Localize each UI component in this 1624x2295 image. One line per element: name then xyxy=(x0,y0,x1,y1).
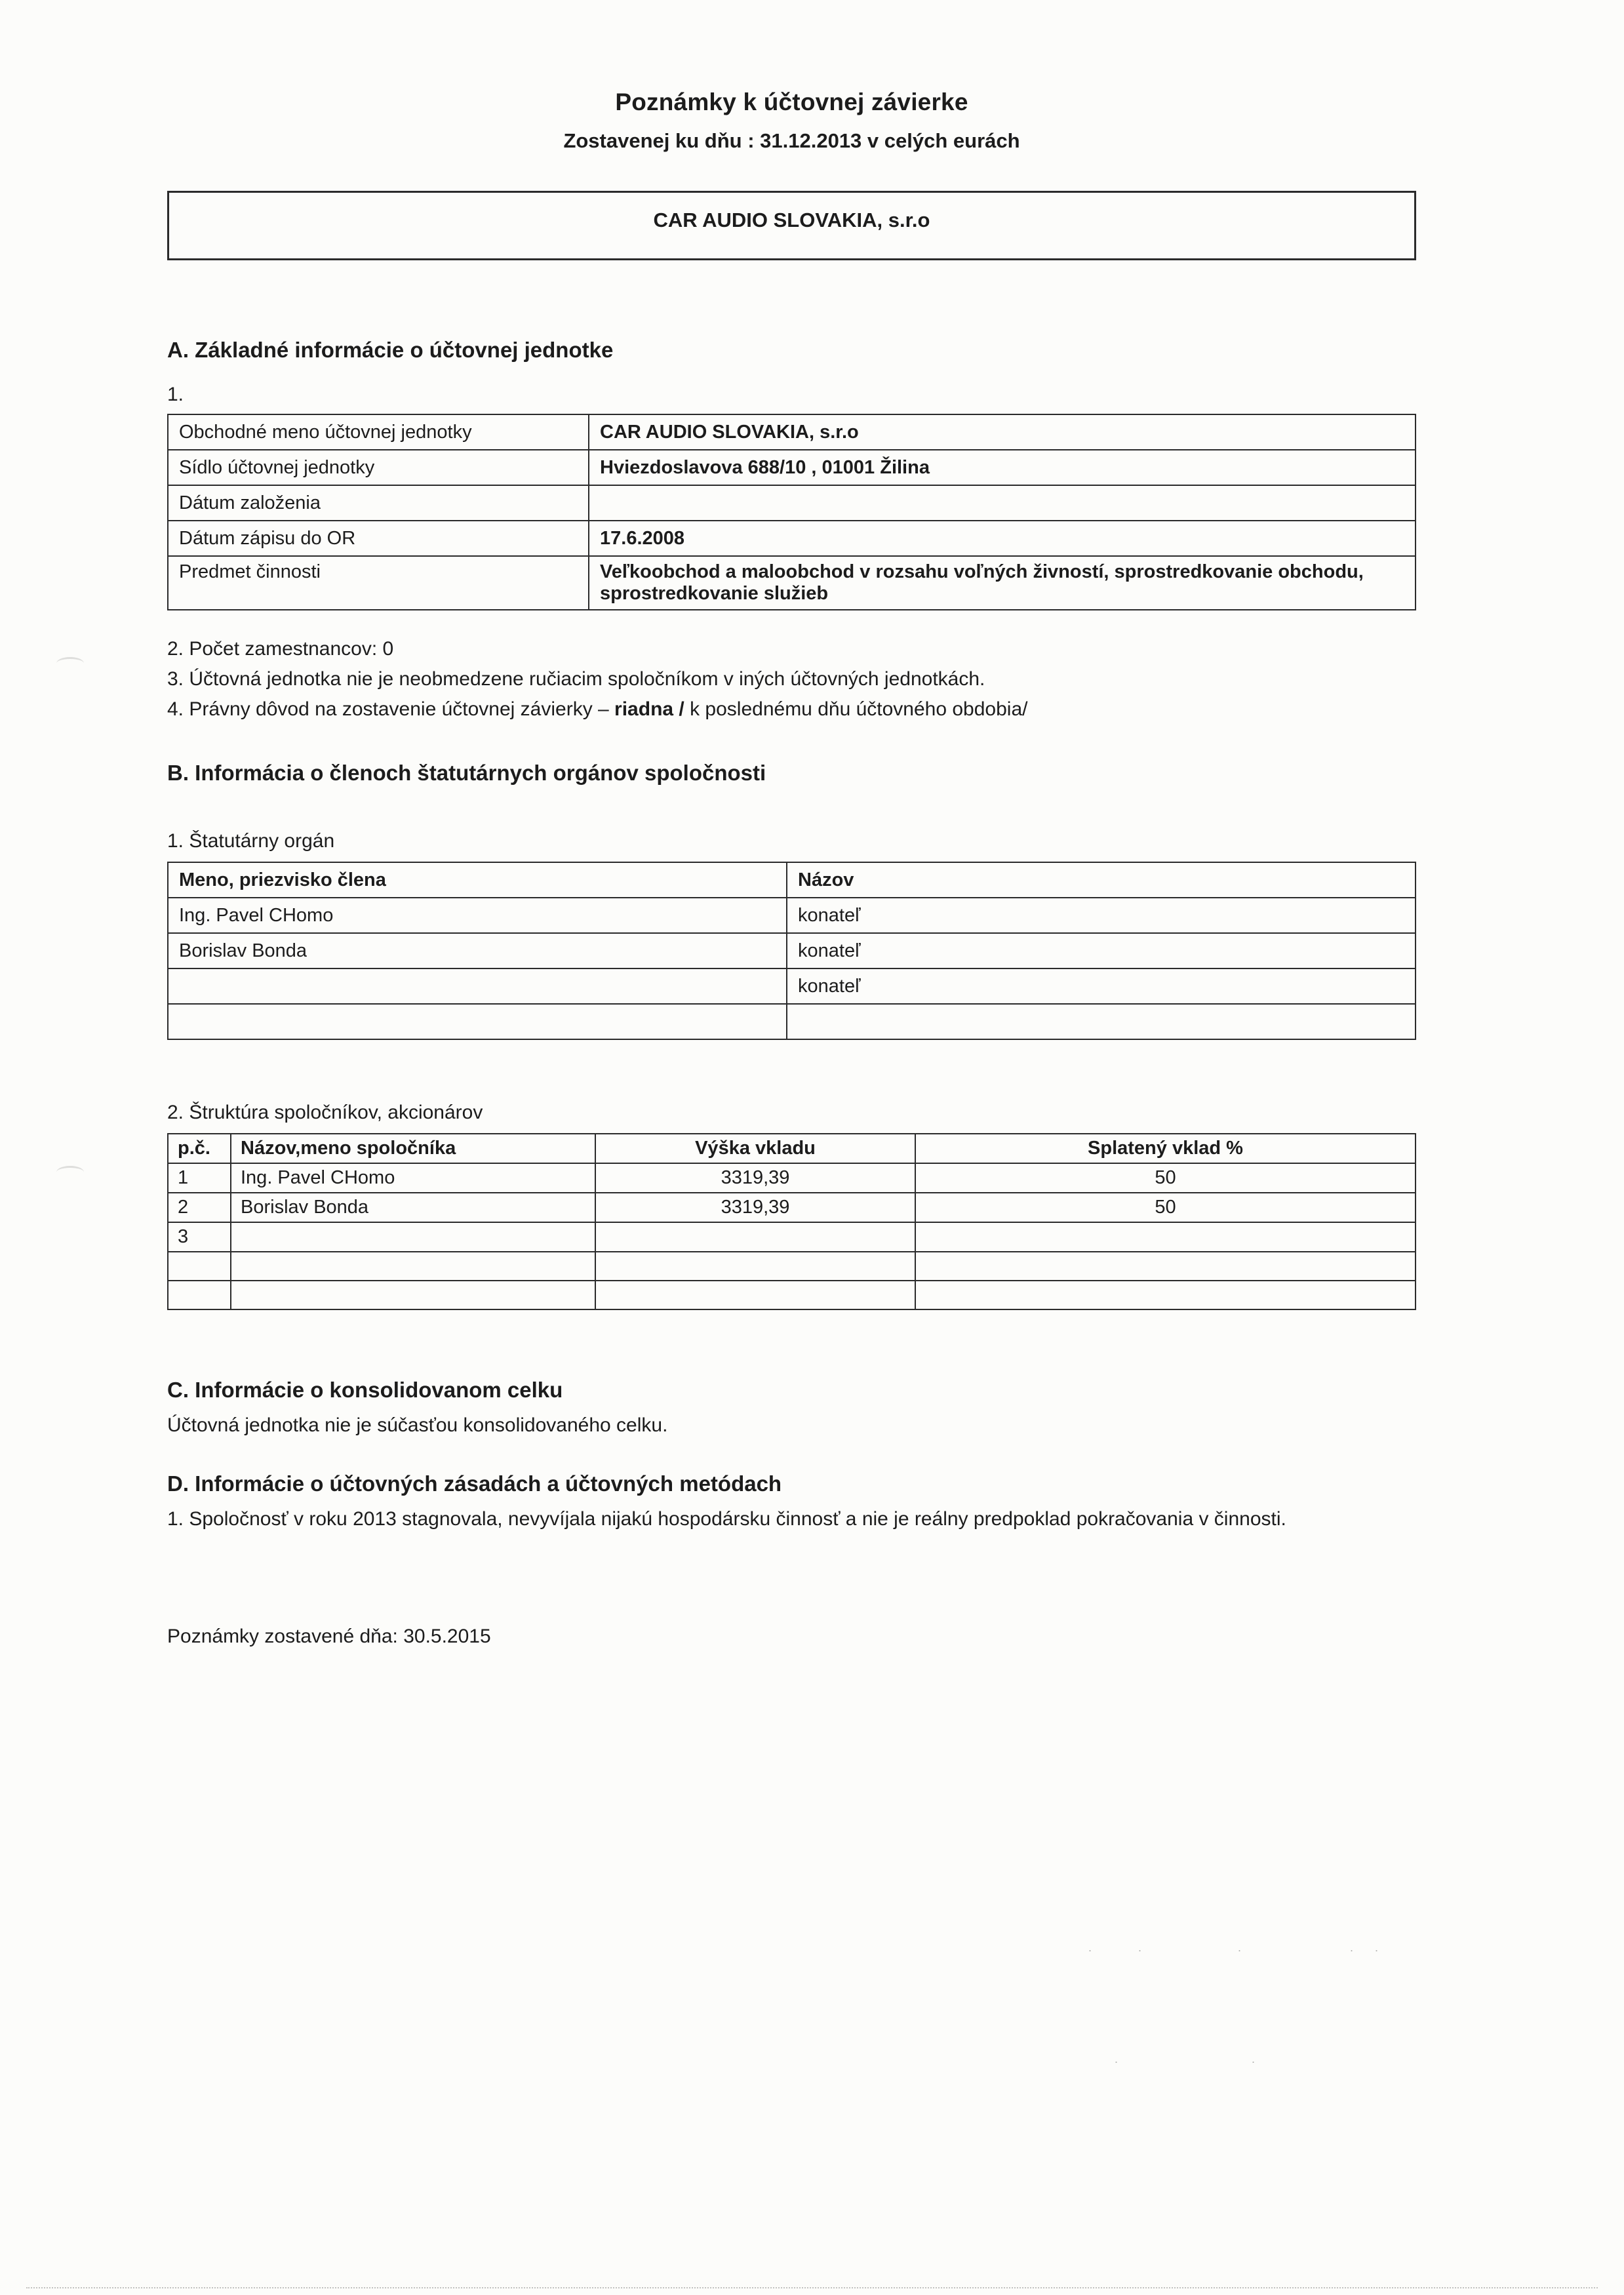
info-value: Veľkoobchod a maloobchod v rozsahu voľných živností, sprostredkovanie obchodu, sprostredkovanie služieb xyxy=(589,556,1416,610)
section-a-notes xyxy=(167,634,1416,725)
info-value: CAR AUDIO SLOVAKIA, s.r.o xyxy=(589,414,1416,450)
scan-artifact: . . . . . xyxy=(1088,1941,1388,1954)
shareholder-number: 3 xyxy=(168,1222,231,1252)
table-row xyxy=(168,898,1416,933)
shareholder-name: Ing. Pavel CHomo xyxy=(231,1163,595,1193)
table-row xyxy=(168,1004,1416,1039)
shareholder-deposit: 3319,39 xyxy=(595,1163,915,1193)
statutory-organ-table xyxy=(167,862,1416,1040)
member-name xyxy=(168,1004,787,1039)
shareholders-table xyxy=(167,1133,1416,1310)
shareholder-name: Borislav Bonda xyxy=(231,1193,595,1222)
table-row xyxy=(168,450,1416,485)
info-value: Hviezdoslavova 688/10 , 01001 Žilina xyxy=(589,450,1416,485)
shareholder-name xyxy=(231,1281,595,1309)
shareholder-number: 1 xyxy=(168,1163,231,1193)
info-value xyxy=(589,485,1416,521)
shareholder-deposit xyxy=(595,1252,915,1281)
table-row xyxy=(168,1281,1416,1309)
document-subtitle: Zostavenej ku dňu : 31.12.2013 v celých eurách xyxy=(563,129,1020,152)
member-name: Borislav Bonda xyxy=(168,933,787,968)
shareholder-name xyxy=(231,1252,595,1281)
shareholder-number xyxy=(168,1281,231,1309)
shareholder-name xyxy=(231,1222,595,1252)
member-role: konateľ xyxy=(787,898,1416,933)
info-label: Dátum založenia xyxy=(168,485,589,521)
company-name: CAR AUDIO SLOVAKIA, s.r.o xyxy=(653,209,930,231)
notes-compiled-date: Poznámky zostavené dňa: 30.5.2015 xyxy=(167,1626,491,1647)
info-label: Predmet činnosti xyxy=(168,556,589,610)
shareholders-structure-label: 2. Štruktúra spoločníkov, akcionárov xyxy=(167,1102,483,1123)
statutory-organ-label: 1. Štatutárny orgán xyxy=(167,830,335,852)
table-header-row xyxy=(168,862,1416,898)
note-legal-reason-suffix: k poslednému dňu účtovného obdobia/ xyxy=(684,698,1028,720)
table-row xyxy=(168,414,1416,450)
column-header: Názov xyxy=(787,862,1416,898)
section-c-text: Účtovná jednotka nie je súčasťou konsolidovaného celku. xyxy=(167,1414,668,1436)
scan-artifact xyxy=(56,1166,84,1178)
note-legal-reason-prefix: 4. Právny dôvod na zostavenie účtovnej závierky – xyxy=(167,698,615,720)
table-row xyxy=(168,1222,1416,1252)
section-d-heading: D. Informácie o účtovných zásadách a účtovných metódach xyxy=(167,1471,782,1496)
table-row xyxy=(168,1252,1416,1281)
member-role xyxy=(787,1004,1416,1039)
column-header: Splatený vklad % xyxy=(915,1134,1416,1163)
note-employees: 2. Počet zamestnancov: 0 xyxy=(167,638,394,660)
shareholder-number xyxy=(168,1252,231,1281)
shareholder-deposit xyxy=(595,1222,915,1252)
shareholder-paid-percent: 50 xyxy=(915,1163,1416,1193)
table-row xyxy=(168,1163,1416,1193)
document-title: Poznámky k účtovnej závierke xyxy=(615,89,968,115)
info-label: Obchodné meno účtovnej jednotky xyxy=(168,414,589,450)
member-name xyxy=(168,968,787,1004)
scan-artifact xyxy=(26,2287,1598,2288)
table-row xyxy=(168,933,1416,968)
shareholder-deposit xyxy=(595,1281,915,1309)
scan-artifact: . . xyxy=(1115,2052,1265,2066)
column-header: Výška vkladu xyxy=(595,1134,915,1163)
section-a-heading: A. Základné informácie o účtovnej jednotke xyxy=(167,338,614,362)
shareholder-paid-percent xyxy=(915,1222,1416,1252)
scan-artifact xyxy=(56,657,84,669)
document-content xyxy=(167,0,1416,1648)
info-value: 17.6.2008 xyxy=(589,521,1416,556)
member-name: Ing. Pavel CHomo xyxy=(168,898,787,933)
section-a-item-number: 1. xyxy=(167,384,184,405)
note-legal-reason xyxy=(167,694,1416,725)
info-label: Dátum zápisu do OR xyxy=(168,521,589,556)
company-name-box xyxy=(167,191,1416,260)
section-c-heading: C. Informácie o konsolidovanom celku xyxy=(167,1378,563,1402)
shareholder-paid-percent: 50 xyxy=(915,1193,1416,1222)
member-role: konateľ xyxy=(787,968,1416,1004)
basic-info-table xyxy=(167,414,1416,610)
table-row xyxy=(168,556,1416,610)
note-liability: 3. Účtovná jednotka nie je neobmedzene ručiacim spoločníkom v iných účtovných jednotkách. xyxy=(167,668,985,690)
note-legal-reason-bold: riadna / xyxy=(614,698,684,720)
table-header-row xyxy=(168,1134,1416,1163)
section-b-heading: B. Informácia o členoch štatutárnych orgánov spoločnosti xyxy=(167,761,766,785)
column-header: Meno, priezvisko člena xyxy=(168,862,787,898)
column-header: p.č. xyxy=(168,1134,231,1163)
shareholder-deposit: 3319,39 xyxy=(595,1193,915,1222)
section-d-text: 1. Spoločnosť v roku 2013 stagnovala, nevyvíjala nijakú hospodársku činnosť a nie je reálny predpoklad pokračovania v činnosti. xyxy=(167,1508,1286,1530)
member-role: konateľ xyxy=(787,933,1416,968)
table-row xyxy=(168,968,1416,1004)
info-label: Sídlo účtovnej jednotky xyxy=(168,450,589,485)
shareholder-paid-percent xyxy=(915,1281,1416,1309)
shareholder-paid-percent xyxy=(915,1252,1416,1281)
table-row xyxy=(168,485,1416,521)
column-header: Názov,meno spoločníka xyxy=(231,1134,595,1163)
table-row xyxy=(168,1193,1416,1222)
shareholder-number: 2 xyxy=(168,1193,231,1222)
table-row xyxy=(168,521,1416,556)
